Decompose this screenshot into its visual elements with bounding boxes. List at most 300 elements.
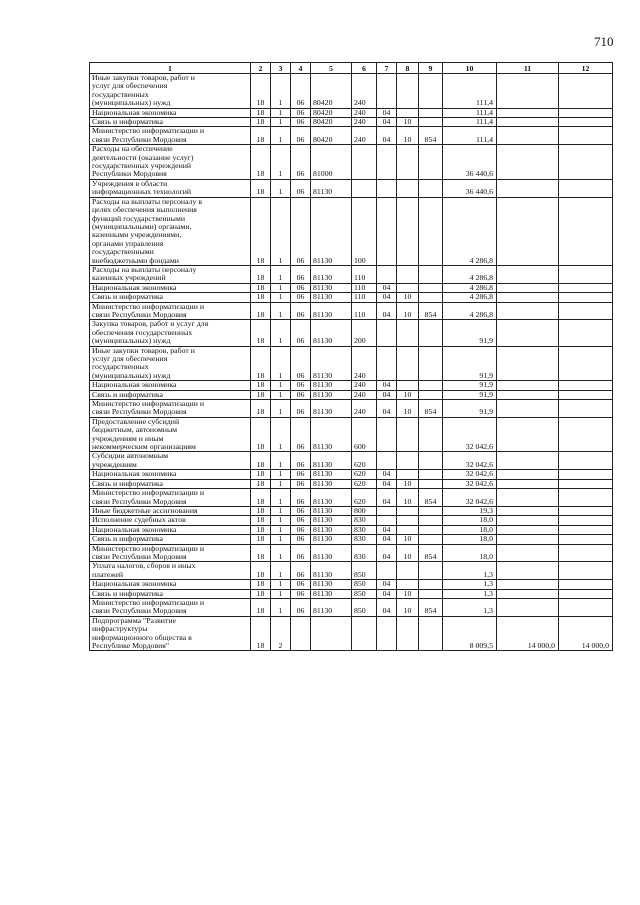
cell-col-7: 04: [377, 118, 397, 127]
cell-col-11: [497, 390, 559, 399]
cell-col-6: 110: [352, 302, 377, 320]
cell-col-11: [497, 381, 559, 390]
cell-col-2: 18: [251, 479, 271, 488]
cell-col-12: [559, 118, 613, 127]
row-label-line: Национальная экономика: [92, 525, 177, 534]
row-label-line: информационных технологий: [92, 187, 192, 197]
cell-col-12: [559, 598, 613, 616]
cell-col-5: 81130: [311, 381, 352, 390]
cell-col-9: [419, 390, 443, 399]
cell-col-3: 1: [271, 589, 291, 598]
table-row: [90, 346, 613, 381]
cell-col-7: 04: [377, 489, 397, 507]
cell-col-7: [377, 179, 397, 197]
cell-col-12: [559, 470, 613, 479]
table-row: [90, 589, 613, 598]
cell-col-8: 10: [397, 293, 419, 302]
row-label: [90, 506, 251, 515]
cell-col-8: [397, 74, 419, 109]
cell-col-9: 854: [419, 127, 443, 145]
cell-col-9: [419, 479, 443, 488]
table-row: [90, 108, 613, 117]
cell-col-9: [419, 616, 443, 651]
row-label: [90, 516, 251, 525]
cell-col-4: 06: [291, 479, 311, 488]
cell-col-6: 850: [352, 580, 377, 589]
cell-col-6: 240: [352, 381, 377, 390]
row-label-line: Министерство информатизации и: [92, 598, 204, 607]
cell-col-11: [497, 562, 559, 580]
row-label-line: Связь и информатика: [92, 117, 163, 127]
row-label-line: (муниципальных) нужд: [92, 336, 171, 346]
cell-col-12: 14 000,0: [559, 616, 613, 651]
row-label-line: связи Республики Мордовия: [92, 134, 187, 144]
cell-col-4: 06: [291, 381, 311, 390]
cell-col-7: [377, 197, 397, 265]
cell-col-3: 1: [271, 452, 291, 470]
table-row: [90, 452, 613, 470]
column-header: 8: [397, 63, 419, 74]
cell-col-2: 18: [251, 283, 271, 292]
cell-col-11: [497, 108, 559, 117]
cell-col-9: 854: [419, 544, 443, 562]
cell-col-4: 06: [291, 417, 311, 452]
cell-col-10: 4 286,8: [443, 197, 497, 265]
row-label: [90, 381, 251, 390]
table-row: [90, 544, 613, 562]
cell-col-12: [559, 489, 613, 507]
row-label-line: связи Республики Мордовия: [92, 551, 187, 561]
cell-col-2: 18: [251, 535, 271, 544]
cell-col-11: [497, 506, 559, 515]
cell-col-11: [497, 580, 559, 589]
table-row: [90, 145, 613, 180]
cell-col-6: 850: [352, 589, 377, 598]
cell-col-2: 18: [251, 127, 271, 145]
column-header: 7: [377, 63, 397, 74]
cell-col-12: [559, 544, 613, 562]
cell-col-4: 06: [291, 535, 311, 544]
cell-col-9: [419, 346, 443, 381]
cell-col-8: 10: [397, 544, 419, 562]
cell-col-6: 620: [352, 489, 377, 507]
row-label: [90, 320, 251, 346]
cell-col-5: 81130: [311, 346, 352, 381]
cell-col-8: 10: [397, 302, 419, 320]
cell-col-10: 91,9: [443, 400, 497, 418]
row-label-line: Министерство информатизации и: [92, 126, 204, 136]
row-label: [90, 544, 251, 562]
row-label-line: услуг для обеспечения: [92, 81, 168, 91]
row-label-line: услуг для обеспечения: [92, 354, 168, 363]
cell-col-5: 81130: [311, 452, 352, 470]
cell-col-10: 91,9: [443, 320, 497, 346]
cell-col-4: [291, 616, 311, 651]
cell-col-3: 1: [271, 320, 291, 346]
cell-col-12: [559, 400, 613, 418]
cell-col-2: 18: [251, 74, 271, 109]
cell-col-5: 81130: [311, 525, 352, 534]
cell-col-12: [559, 381, 613, 390]
row-label-line: Национальная экономика: [92, 108, 177, 117]
row-label-line: органами управления: [92, 238, 164, 248]
cell-col-2: 18: [251, 452, 271, 470]
cell-col-10: 18,0: [443, 525, 497, 534]
cell-col-11: [497, 283, 559, 292]
table-row: [90, 197, 613, 265]
cell-col-7: 04: [377, 479, 397, 488]
table-row: [90, 118, 613, 127]
cell-col-8: 10: [397, 127, 419, 145]
cell-col-7: [377, 145, 397, 180]
cell-col-3: 2: [271, 616, 291, 651]
cell-col-12: [559, 580, 613, 589]
cell-col-3: 1: [271, 197, 291, 265]
cell-col-11: [497, 417, 559, 452]
cell-col-3: 1: [271, 118, 291, 127]
cell-col-7: [377, 516, 397, 525]
row-label-line: (муниципальными) органами,: [92, 221, 192, 231]
row-label-line: связи Республики Мордовия: [92, 606, 187, 616]
table-row: [90, 400, 613, 418]
cell-col-5: 81130: [311, 470, 352, 479]
cell-col-10: 18,0: [443, 544, 497, 562]
cell-col-10: 111,4: [443, 127, 497, 145]
cell-col-3: 1: [271, 516, 291, 525]
cell-col-2: 18: [251, 417, 271, 452]
cell-col-9: [419, 118, 443, 127]
cell-col-10: 18,0: [443, 535, 497, 544]
cell-col-10: 18,0: [443, 516, 497, 525]
row-label-line: Республики Мордовия: [92, 169, 167, 179]
cell-col-7: 04: [377, 589, 397, 598]
cell-col-4: 06: [291, 118, 311, 127]
table-row: [90, 417, 613, 452]
cell-col-8: [397, 320, 419, 346]
cell-col-8: 10: [397, 598, 419, 616]
cell-col-11: [497, 346, 559, 381]
cell-col-10: 4 286,8: [443, 293, 497, 302]
row-label-line: Связь и информатика: [92, 534, 163, 544]
cell-col-3: 1: [271, 108, 291, 117]
cell-col-12: [559, 108, 613, 117]
cell-col-2: 18: [251, 320, 271, 346]
cell-col-6: 600: [352, 417, 377, 452]
cell-col-11: 14 000,0: [497, 616, 559, 651]
cell-col-9: [419, 265, 443, 283]
cell-col-8: [397, 381, 419, 390]
cell-col-6: 110: [352, 265, 377, 283]
cell-col-9: [419, 74, 443, 109]
cell-col-5: 81130: [311, 400, 352, 418]
row-label-line: казенными учреждениями,: [92, 230, 182, 240]
cell-col-6: 240: [352, 400, 377, 418]
cell-col-8: [397, 470, 419, 479]
cell-col-5: 81130: [311, 390, 352, 399]
table-row: [90, 179, 613, 197]
cell-col-12: [559, 346, 613, 381]
cell-col-11: [497, 127, 559, 145]
cell-col-3: 1: [271, 145, 291, 180]
cell-col-5: 81130: [311, 580, 352, 589]
cell-col-9: [419, 470, 443, 479]
cell-col-8: [397, 179, 419, 197]
cell-col-6: 800: [352, 506, 377, 515]
row-label-line: обеспечения государственных: [92, 327, 193, 337]
cell-col-5: 80420: [311, 118, 352, 127]
cell-col-10: 8 009,5: [443, 616, 497, 651]
cell-col-4: 06: [291, 179, 311, 197]
cell-col-4: 06: [291, 580, 311, 589]
cell-col-10: 91,9: [443, 390, 497, 399]
cell-col-4: 06: [291, 320, 311, 346]
row-label-line: функций государственными: [92, 213, 186, 223]
cell-col-3: 1: [271, 390, 291, 399]
row-label: [90, 293, 251, 302]
cell-col-2: 18: [251, 293, 271, 302]
cell-col-6: [352, 616, 377, 651]
cell-col-5: 80420: [311, 74, 352, 109]
cell-col-7: [377, 320, 397, 346]
cell-col-4: 06: [291, 265, 311, 283]
cell-col-10: 91,9: [443, 381, 497, 390]
column-header: 10: [443, 63, 497, 74]
cell-col-10: 1,3: [443, 589, 497, 598]
cell-col-3: 1: [271, 544, 291, 562]
cell-col-9: [419, 197, 443, 265]
cell-col-7: 04: [377, 470, 397, 479]
cell-col-12: [559, 127, 613, 145]
cell-col-6: 240: [352, 74, 377, 109]
cell-col-8: [397, 506, 419, 515]
row-label-line: Связь и информатика: [92, 479, 163, 488]
row-label-line: некоммерческим организациям: [92, 442, 196, 452]
cell-col-8: 10: [397, 400, 419, 418]
row-label-line: Расходы на обеспечение: [92, 144, 173, 154]
cell-col-10: 1,3: [443, 562, 497, 580]
cell-col-11: [497, 302, 559, 320]
cell-col-6: 240: [352, 390, 377, 399]
cell-col-10: 91,9: [443, 346, 497, 381]
cell-col-6: 830: [352, 516, 377, 525]
cell-col-2: 18: [251, 516, 271, 525]
cell-col-7: 04: [377, 302, 397, 320]
row-label: [90, 489, 251, 507]
cell-col-12: [559, 320, 613, 346]
row-label: [90, 479, 251, 488]
cell-col-3: 1: [271, 506, 291, 515]
cell-col-11: [497, 470, 559, 479]
column-header: 11: [497, 63, 559, 74]
row-label-line: учреждениям и иным: [92, 433, 164, 443]
row-label: [90, 525, 251, 534]
cell-col-10: 19,3: [443, 506, 497, 515]
cell-col-11: [497, 293, 559, 302]
cell-col-5: 81000: [311, 145, 352, 180]
row-label-line: Расходы на выплаты персоналу в: [92, 197, 203, 206]
table-row: [90, 616, 613, 651]
cell-col-5: 81130: [311, 589, 352, 598]
cell-col-3: 1: [271, 346, 291, 381]
row-label-line: Связь и информатика: [92, 292, 163, 302]
cell-col-8: [397, 108, 419, 117]
cell-col-12: [559, 293, 613, 302]
cell-col-10: 32 042,6: [443, 479, 497, 488]
row-label: [90, 580, 251, 589]
budget-table: [89, 62, 613, 651]
table-header-row: [90, 63, 613, 74]
cell-col-8: [397, 516, 419, 525]
cell-col-8: [397, 580, 419, 589]
cell-col-9: [419, 283, 443, 292]
cell-col-8: [397, 265, 419, 283]
table-row: [90, 320, 613, 346]
cell-col-4: 06: [291, 390, 311, 399]
row-label: [90, 145, 251, 180]
cell-col-6: 830: [352, 535, 377, 544]
cell-col-10: 1,3: [443, 580, 497, 589]
cell-col-10: 111,4: [443, 108, 497, 117]
cell-col-7: 04: [377, 580, 397, 589]
table-row: [90, 265, 613, 283]
cell-col-2: 18: [251, 302, 271, 320]
table-row: [90, 293, 613, 302]
cell-col-9: [419, 452, 443, 470]
table-row: [90, 390, 613, 399]
cell-col-2: 18: [251, 470, 271, 479]
row-label: [90, 346, 251, 381]
cell-col-11: [497, 525, 559, 534]
table-row: [90, 479, 613, 488]
cell-col-12: [559, 74, 613, 109]
table-row: [90, 562, 613, 580]
cell-col-3: 1: [271, 127, 291, 145]
row-label-line: инфраструктуры: [92, 624, 148, 634]
row-label: [90, 197, 251, 265]
cell-col-9: [419, 580, 443, 589]
row-label-line: бюджетным, автономным: [92, 425, 178, 435]
cell-col-7: [377, 417, 397, 452]
cell-col-7: [377, 265, 397, 283]
cell-col-11: [497, 179, 559, 197]
cell-col-8: [397, 616, 419, 651]
cell-col-4: 06: [291, 525, 311, 534]
cell-col-8: [397, 197, 419, 265]
cell-col-4: 06: [291, 108, 311, 117]
cell-col-4: 06: [291, 283, 311, 292]
cell-col-8: 10: [397, 489, 419, 507]
cell-col-3: 1: [271, 580, 291, 589]
cell-col-9: 854: [419, 598, 443, 616]
cell-col-5: 81130: [311, 489, 352, 507]
cell-col-8: [397, 346, 419, 381]
table-row: [90, 127, 613, 145]
cell-col-8: [397, 452, 419, 470]
cell-col-11: [497, 489, 559, 507]
row-label: [90, 452, 251, 470]
cell-col-4: 06: [291, 197, 311, 265]
cell-col-11: [497, 452, 559, 470]
cell-col-12: [559, 283, 613, 292]
row-label-line: Министерство информатизации и: [92, 302, 204, 311]
cell-col-4: 06: [291, 598, 311, 616]
row-label-line: Предоставление субсидий: [92, 417, 180, 426]
table-row: [90, 580, 613, 589]
row-label-line: казенных учреждений: [92, 273, 166, 283]
cell-col-4: 06: [291, 562, 311, 580]
row-label-line: государственных: [92, 89, 149, 99]
cell-col-5: 81130: [311, 516, 352, 525]
cell-col-12: [559, 390, 613, 399]
cell-col-2: 18: [251, 489, 271, 507]
cell-col-10: 4 286,8: [443, 265, 497, 283]
cell-col-9: 854: [419, 489, 443, 507]
row-label-line: деятельности (оказание услуг): [92, 152, 194, 162]
row-label-line: Иные закупки товаров, работ и: [92, 73, 195, 82]
row-label-line: Расходы на выплаты персоналу: [92, 265, 197, 274]
row-label-line: Министерство информатизации и: [92, 544, 204, 553]
row-label-line: Учреждения в области: [92, 179, 168, 188]
cell-col-5: [311, 616, 352, 651]
cell-col-2: 18: [251, 197, 271, 265]
cell-col-3: 1: [271, 179, 291, 197]
row-label-line: информационного общества в: [92, 632, 192, 642]
cell-col-6: 830: [352, 525, 377, 534]
cell-col-2: 18: [251, 381, 271, 390]
cell-col-5: 81130: [311, 506, 352, 515]
cell-col-6: 100: [352, 197, 377, 265]
cell-col-5: 81130: [311, 179, 352, 197]
table-row: [90, 283, 613, 292]
cell-col-7: [377, 452, 397, 470]
cell-col-3: 1: [271, 265, 291, 283]
cell-col-5: 81130: [311, 479, 352, 488]
cell-col-2: 18: [251, 390, 271, 399]
cell-col-7: 04: [377, 108, 397, 117]
cell-col-9: [419, 293, 443, 302]
cell-col-2: 18: [251, 346, 271, 381]
row-label-line: платежей: [92, 569, 124, 579]
cell-col-6: 620: [352, 452, 377, 470]
cell-col-3: 1: [271, 417, 291, 452]
cell-col-11: [497, 535, 559, 544]
cell-col-7: 04: [377, 127, 397, 145]
cell-col-2: 18: [251, 506, 271, 515]
row-label-line: Национальная экономика: [92, 283, 177, 292]
cell-col-7: [377, 616, 397, 651]
cell-col-6: 240: [352, 118, 377, 127]
row-label-line: государственных: [92, 362, 149, 372]
cell-col-3: 1: [271, 470, 291, 479]
row-label: [90, 265, 251, 283]
cell-col-3: 1: [271, 479, 291, 488]
row-label: [90, 179, 251, 197]
page-number: 710: [594, 34, 614, 49]
cell-col-3: 1: [271, 74, 291, 109]
column-header: 9: [419, 63, 443, 74]
cell-col-4: 06: [291, 400, 311, 418]
row-label-line: (муниципальных) нужд: [92, 370, 171, 380]
cell-col-8: [397, 525, 419, 534]
column-header: 4: [291, 63, 311, 74]
row-label-line: Исполнение судебных актов: [92, 515, 186, 525]
cell-col-12: [559, 479, 613, 488]
cell-col-9: [419, 417, 443, 452]
cell-col-9: [419, 320, 443, 346]
cell-col-4: 06: [291, 489, 311, 507]
cell-col-6: 240: [352, 346, 377, 381]
cell-col-3: 1: [271, 293, 291, 302]
